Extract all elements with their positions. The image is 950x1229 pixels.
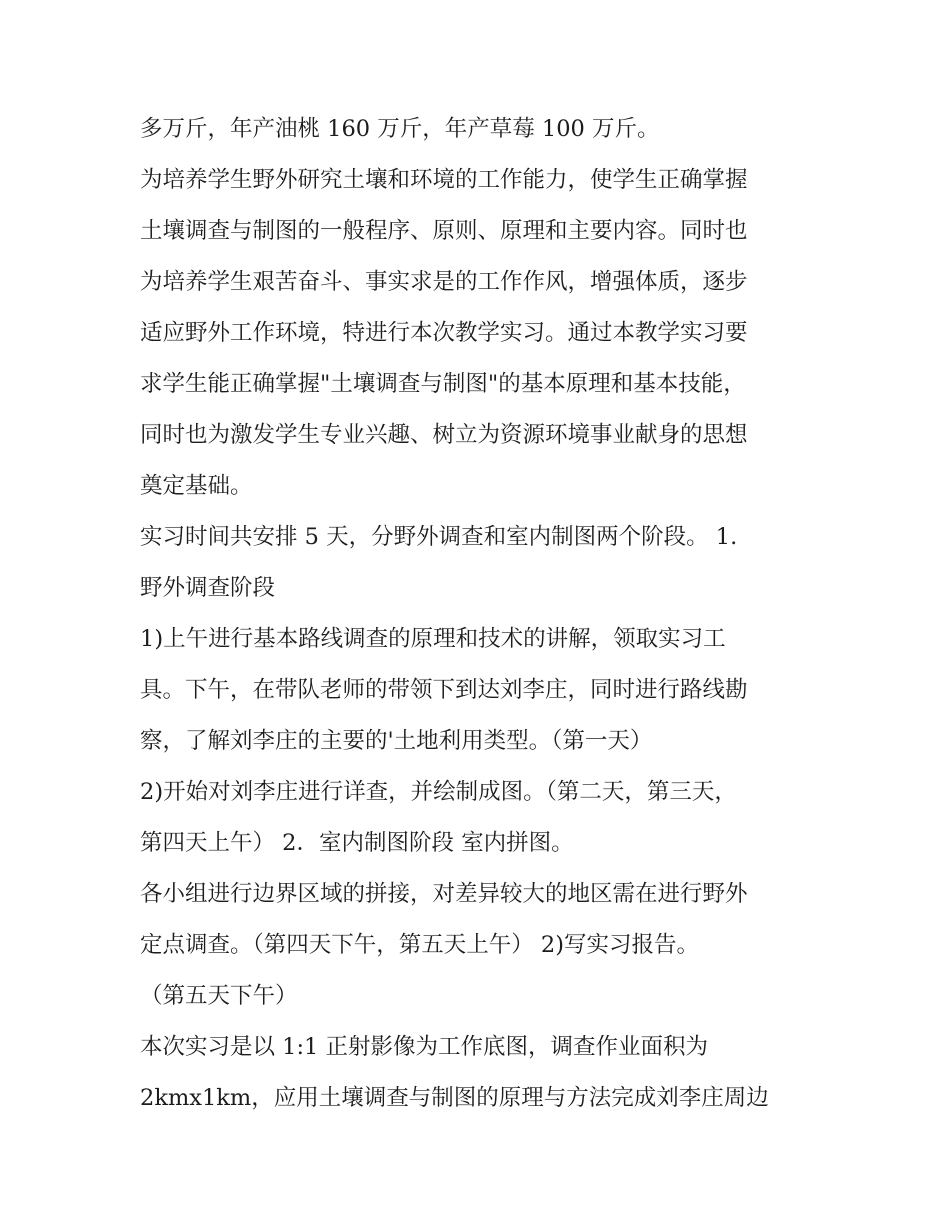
text-line: 实习时间共安排 5 天，分野外调查和室内制图两个阶段。 1. xyxy=(140,524,738,550)
text-line: 2kmx1km，应用土壤调查与制图的原理与方法完成刘李庄周边 xyxy=(140,1085,769,1111)
text-line: 1)上午进行基本路线调查的原理和技术的讲解，领取实习工 xyxy=(140,626,726,652)
text-line: 2)开始对刘李庄进行详查，并绘制成图。（第二天，第三天， xyxy=(140,779,737,805)
text-line: 本次实习是以 1:1 正射影像为工作底图，调查作业面积为 xyxy=(140,1034,709,1060)
text-line: 第四天上午） 2．室内制图阶段 室内拼图。 xyxy=(140,830,574,856)
text-line: 察，了解刘李庄的主要的'土地利用类型。（第一天） xyxy=(140,728,653,754)
text-line: （第五天下午） xyxy=(140,983,298,1009)
text-line: 各小组进行边界区域的拼接，对差异较大的地区需在进行野外 xyxy=(140,881,748,907)
text-line: 同时也为激发学生专业兴趣、树立为资源环境事业献身的思想 xyxy=(140,422,748,448)
text-line: 土壤调查与制图的一般程序、原则、原理和主要内容。同时也 xyxy=(140,218,748,244)
text-line: 多万斤，年产油桃 160 万斤，年产草莓 100 万斤。 xyxy=(140,116,660,142)
text-line: 为培养学生艰苦奋斗、事实求是的工作作风，增强体质，逐步 xyxy=(140,269,748,295)
text-line: 为培养学生野外研究土壤和环境的工作能力，使学生正确掌握 xyxy=(140,167,748,193)
text-line: 奠定基础。 xyxy=(140,473,253,499)
text-line: 适应野外工作环境，特进行本次教学实习。通过本教学实习要 xyxy=(140,320,748,346)
text-line: 求学生能正确掌握"土壤调查与制图"的基本原理和基本技能， xyxy=(140,371,746,397)
text-line: 定点调查。（第四天下午，第五天上午） 2)写实习报告。 xyxy=(140,932,699,958)
text-line: 具。下午，在带队老师的带领下到达刘李庄，同时进行路线勘 xyxy=(140,677,748,703)
text-line: 野外调查阶段 xyxy=(140,575,276,601)
